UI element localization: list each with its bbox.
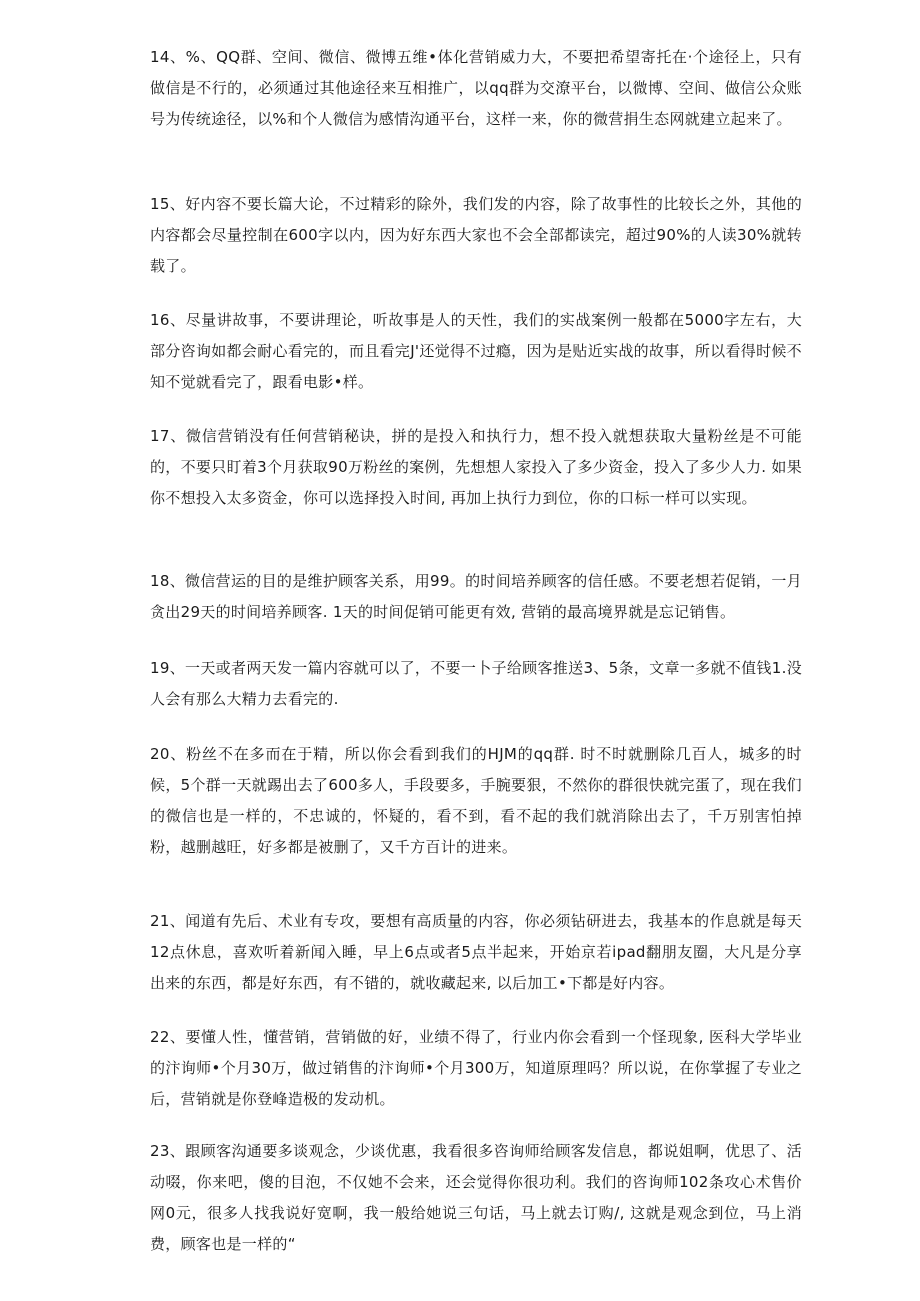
paragraph-19: 19、一天或者两天发一篇内容就可以了，不要一卜子给顾客推送3、5条，文章一多就不值钱1.没人会有那么大精力去看完的.: [150, 659, 802, 708]
paragraph-22: 22、要懂人性，懂营销，营销做的好，业绩不得了，行业内你会看到一个怪现象, 医科大学毕业的汴询师•个月30万，做过销售的汴询师•个月300万，知道原理吗？所以说，在你掌握了专业之后，营销就是你登峰造极的发动机。: [150, 1028, 802, 1108]
paragraph-21: 21、闻道有先后、术业有专攻，要想有高质量的内容，你必须钻研进去，我基本的作息就是每天12点休息，喜欢听着新闻入睡，早上6点或者5点半起来，开始京若ipad翻朋友圈，大凡是分享出来的东西，都是好东西，有不错的，就收藏起来, 以后加工•下都是好内容。: [150, 912, 802, 992]
paragraph-14: 14、%、QQ群、空间、微信、微博五维•体化营销威力大，不要把希望寄托在·个途径上，只有做信是不行的，必须通过其他途径来互相推广，以qq群为交潦平台，以微博、空间、做信公众账号为传统途径，以%和个人微信为感情沟通平台，这样一来，你的微营捐生态网就建立起来了。: [150, 48, 802, 128]
paragraph-15: 15、好内容不要长篇大论，不过精彩的除外，我们发的内容，除了故事性的比较长之外，其他的内容都会尽量控制在600字以内，因为好东西大家也不会全部都读完，超过90%的人读30%就转载了。: [150, 195, 802, 275]
paragraph-20: 20、粉丝不在多而在于精，所以你会看到我们的HJM的qq群. 时不时就删除几百人，城多的时候，5个群一天就踢出去了600多人，手段要多，手腕要狠，不然你的群很快就完蛋了，现在我们的微信也是一样的，不忠诚的，怀疑的，看不到，看不起的我们就消除出去了，千万别害怕掉粉，越删越旺，好多都是被删了，又千方百计的进来。: [150, 745, 802, 856]
paragraph-16: 16、尽量讲故事，不要讲理论，听故事是人的天性，我们的实战案例一般都在5000字左右，大部分咨询如都会耐心看完的，而且看完J'还觉得不过瘾，因为是贴近实战的故事，所以看得时候不知不觉就看完了，跟看电影•样。: [150, 311, 802, 391]
paragraph-23: 23、跟顾客沟通要多谈观念，少谈优惠，我看很多咨询师给顾客发信息，都说姐啊，优思了、活动啜，你来吧，傻的目泡，不仅她不会来，还会觉得你很功利。我们的咨询师102条攻心术售价网0元，很多人找我说好宽啊，我一般给她说三句话，马上就去订购/, 这就是观念到位，马上消费，顾客也是一样的“: [150, 1142, 802, 1253]
paragraph-17: 17、微信营销没有任何营销秘诀，拼的是投入和执行力，想不投入就想获取大量粉丝是不可能的，不要只盯着3个月获取90万粉丝的案例，先想想人家投入了多少资金，投入了多少人力. 如果你不想投入太多资金，你可以选择投入时间, 再加上执行力到位，你的口标一样可以实现。: [150, 427, 802, 507]
paragraph-18: 18、微信营运的目的是维护顾客关系，用99。的时间培养顾客的信任感。不要老想若促销，一月贪出29天的时间培养顾客. 1天的时间促销可能更有效, 营销的最高境界就是忘记销售。: [150, 572, 802, 621]
